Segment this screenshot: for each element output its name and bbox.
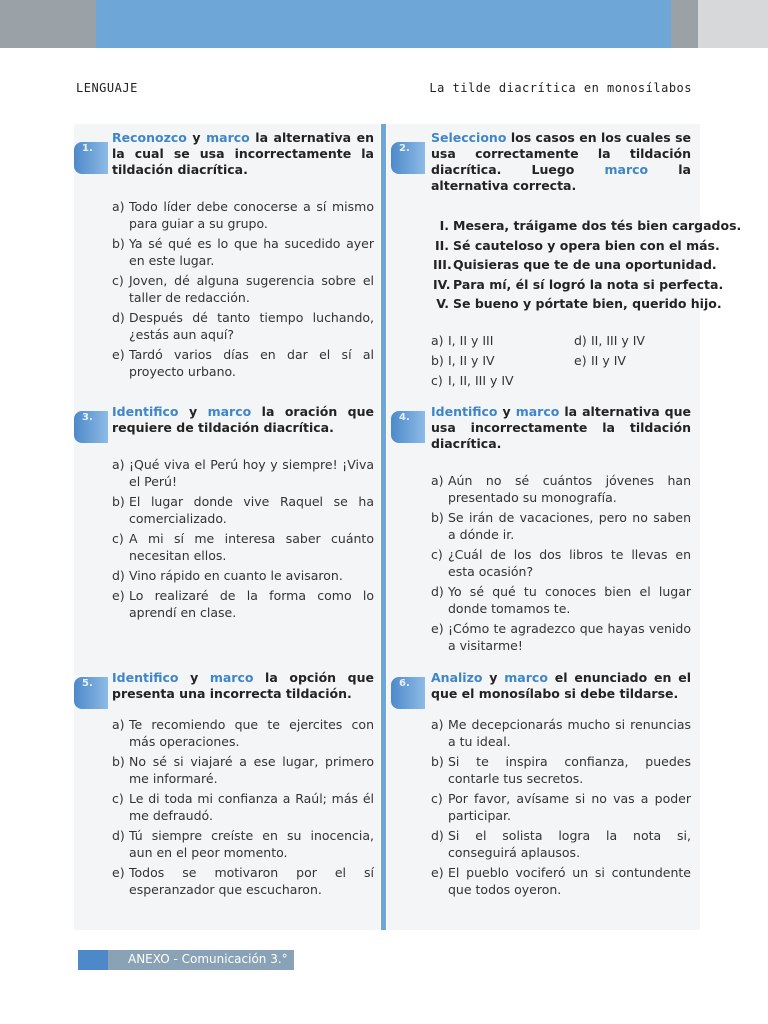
- option-text: Después dé tanto tiempo luchando, ¿estás aun aquí?: [129, 310, 374, 342]
- question-number: 4.: [399, 412, 410, 423]
- option-text: El lugar donde vive Raquel se ha comercializado.: [129, 494, 374, 526]
- option-letter: a): [112, 199, 125, 214]
- stem-text: los casos en los cuales se usa correctamente la tildación diacrítica. Luego: [431, 130, 691, 177]
- option-item[interactable]: [431, 372, 574, 389]
- question-number: 6.: [399, 678, 410, 689]
- option-letter: b): [431, 352, 444, 368]
- stem-text: el enunciado en el que el monosílabo si debe tildarse.: [431, 670, 691, 701]
- stem-text: y: [178, 404, 208, 419]
- option-letter: d): [431, 584, 444, 599]
- question-number: 5.: [82, 678, 93, 689]
- option-item[interactable]: [431, 716, 691, 750]
- option-text: Se irán de vacaciones, pero no saben a dónde ir.: [448, 510, 691, 542]
- question-stem: [431, 404, 691, 452]
- stem-text: y: [497, 404, 516, 419]
- option-text: No sé si viajaré a ese lugar, primero me informaré.: [129, 754, 374, 786]
- option-item[interactable]: [431, 352, 574, 369]
- option-item[interactable]: [112, 456, 374, 490]
- option-text: El pueblo vociferó un si contundente que todos oyeron.: [448, 865, 691, 897]
- question-number-badge: [74, 142, 108, 174]
- option-text: Tardó varios días en dar el sí al proyecto urbano.: [129, 347, 374, 379]
- subject-title: LENGUAJE: [76, 81, 138, 95]
- statement-item: [433, 294, 722, 314]
- stem-text: y: [178, 670, 210, 685]
- option-item[interactable]: [112, 827, 374, 861]
- option-letter: a): [112, 717, 125, 732]
- option-item[interactable]: [431, 472, 691, 506]
- question-number: 3.: [82, 412, 93, 423]
- instruction-keyword: marco: [515, 404, 560, 419]
- stem-text: y: [482, 670, 505, 685]
- statement-item: [433, 216, 742, 236]
- option-text: I, II y IV: [448, 352, 495, 368]
- footer-label: ANEXO - Comunicación 3.°: [128, 952, 288, 966]
- stem-text: la oración que requiere de tildación diacrítica.: [112, 404, 374, 435]
- option-text: ¡Cómo te agradezco que hayas venido a visitarme!: [448, 621, 691, 653]
- column-divider: [381, 124, 386, 930]
- option-letter: c): [112, 791, 124, 806]
- option-text: Vino rápido en cuanto le avisaron.: [129, 568, 343, 583]
- header-band-right: [698, 0, 768, 48]
- options-list: [112, 198, 374, 380]
- option-text: Ya sé qué es lo que ha sucedido ayer en este lugar.: [129, 236, 374, 268]
- option-item[interactable]: [574, 332, 691, 349]
- options-list: [112, 456, 374, 621]
- statement-item: [433, 255, 717, 275]
- option-item[interactable]: [431, 827, 691, 861]
- question-4: [431, 404, 691, 657]
- option-letter: c): [112, 273, 124, 288]
- options-list: [431, 472, 691, 654]
- option-item[interactable]: [431, 620, 691, 654]
- statement-text: Mesera, tráigame dos tés bien cargados.: [453, 218, 742, 233]
- option-letter: d): [112, 828, 125, 843]
- option-item[interactable]: [112, 272, 374, 306]
- option-letter: e): [431, 621, 444, 636]
- statement-text: Sé cauteloso y opera bien con el más.: [453, 237, 720, 253]
- option-item[interactable]: [112, 753, 374, 787]
- option-letter: b): [112, 236, 125, 251]
- option-text: II y IV: [591, 352, 626, 368]
- instruction-keyword: marco: [209, 670, 254, 685]
- question-5: [112, 670, 374, 901]
- question-number: 1.: [82, 143, 93, 154]
- option-item[interactable]: [112, 346, 374, 380]
- stem-text: y: [186, 130, 207, 145]
- question-number-badge: [391, 411, 425, 443]
- option-letter: a): [112, 457, 125, 472]
- question-number-badge: [391, 142, 425, 174]
- option-letter: e): [431, 865, 444, 880]
- instruction-keyword: Identifico: [112, 670, 179, 685]
- question-stem: [431, 130, 691, 194]
- question-number-badge: [74, 677, 108, 709]
- option-item[interactable]: [112, 716, 374, 750]
- instruction-keyword: Analizo: [431, 670, 483, 685]
- option-letter: c): [431, 372, 443, 388]
- question-6: [431, 670, 691, 901]
- options-list: [431, 716, 691, 898]
- option-item[interactable]: [431, 583, 691, 617]
- option-text: Joven, dé alguna sugerencia sobre el taller de redacción.: [129, 273, 374, 305]
- option-letter: a): [431, 473, 444, 488]
- option-text: Aún no sé cuántos jóvenes han presentado su monografía.: [448, 473, 691, 505]
- option-text: Tú siempre creíste en su inocencia, aun en el peor momento.: [129, 828, 374, 860]
- statement-item: [433, 236, 720, 256]
- question-number: 2.: [399, 143, 410, 154]
- option-letter: e): [112, 588, 125, 603]
- option-item[interactable]: [112, 235, 374, 269]
- option-letter: c): [112, 531, 124, 546]
- option-text: Te recomiendo que te ejercites con más operaciones.: [129, 717, 374, 749]
- instruction-keyword: marco: [604, 162, 649, 177]
- header-band-mid: [671, 0, 698, 48]
- header-band-left: [0, 0, 96, 48]
- stem-text: la opción que presenta una incorrecta tildación.: [112, 670, 374, 701]
- option-letter: b): [112, 754, 125, 769]
- option-item[interactable]: [112, 790, 374, 824]
- option-letter: a): [431, 717, 444, 732]
- option-text: Yo sé qué tu conoces bien el lugar donde tomamos te.: [448, 584, 691, 616]
- option-item[interactable]: [112, 309, 374, 343]
- option-item[interactable]: [112, 567, 374, 584]
- statement-numeral: III.: [433, 257, 452, 272]
- option-item[interactable]: [112, 530, 374, 564]
- option-item[interactable]: [431, 790, 691, 824]
- question-stem: [112, 670, 374, 702]
- option-letter: e): [112, 865, 125, 880]
- stem-text: la alternativa correcta.: [431, 162, 691, 193]
- header-band-main: [96, 0, 671, 48]
- topic-title: La tilde diacrítica en monosílabos: [429, 81, 692, 95]
- option-text: Lo realizaré de la forma como lo aprendí en clase.: [129, 588, 374, 620]
- statement-text: Para mí, él sí logró la nota si perfecta.: [453, 276, 724, 292]
- option-letter: b): [112, 494, 125, 509]
- question-number-badge: [74, 411, 108, 443]
- instruction-keyword: marco: [504, 670, 548, 685]
- option-text: Todos se motivaron por el sí esperanzador que escucharon.: [129, 865, 374, 897]
- question-2: [431, 130, 742, 389]
- option-text: Me decepcionarás mucho si renuncias a tu ideal.: [448, 717, 691, 749]
- option-item[interactable]: [112, 587, 374, 621]
- question-number-badge: [391, 677, 425, 709]
- question-1: [112, 130, 374, 383]
- option-letter: a): [431, 332, 444, 348]
- option-text: II, III y IV: [591, 332, 645, 348]
- option-text: I, II y III: [448, 332, 494, 348]
- option-letter: d): [112, 568, 125, 583]
- statements-list: [431, 216, 742, 314]
- statement-numeral: II.: [434, 237, 449, 253]
- option-letter: c): [431, 547, 443, 562]
- option-item[interactable]: [431, 332, 574, 349]
- option-item[interactable]: [431, 546, 691, 580]
- question-stem: [431, 670, 691, 702]
- options-grid: [431, 332, 691, 389]
- option-text: Si te inspira confianza, puedes contarle tus secretos.: [448, 754, 691, 786]
- statement-numeral: V.: [436, 296, 449, 311]
- option-letter: e): [574, 352, 587, 368]
- options-list: [112, 716, 374, 898]
- question-3: [112, 404, 374, 624]
- statement-item: [433, 275, 724, 295]
- statement-text: Se bueno y pórtate bien, querido hijo.: [453, 296, 722, 311]
- option-item[interactable]: [431, 753, 691, 787]
- option-item[interactable]: [431, 509, 691, 543]
- option-item[interactable]: [112, 198, 374, 232]
- option-text: ¿Cuál de los dos libros te llevas en esta ocasión?: [448, 547, 691, 579]
- option-text: Si el solista logra la nota si, conseguirá aplausos.: [448, 828, 691, 860]
- statement-numeral: I.: [439, 218, 449, 233]
- statement-text: Quisieras que te de una oportunidad.: [453, 257, 717, 272]
- option-text: Por favor, avísame si no vas a poder participar.: [448, 791, 691, 823]
- option-item[interactable]: [431, 864, 691, 898]
- option-letter: b): [431, 510, 444, 525]
- stem-text: la alternativa en la cual se usa incorrectamente la tildación diacrítica.: [112, 130, 374, 177]
- question-stem: [112, 404, 374, 436]
- instruction-keyword: Identifico: [431, 404, 498, 419]
- option-letter: e): [112, 347, 125, 362]
- instruction-keyword: Selecciono: [431, 130, 507, 145]
- option-item[interactable]: [112, 864, 374, 898]
- option-text: Le di toda mi confianza a Raúl; más él me defraudó.: [129, 791, 374, 823]
- option-item[interactable]: [574, 352, 691, 369]
- option-letter: c): [431, 791, 443, 806]
- option-letter: d): [574, 332, 587, 348]
- option-letter: d): [112, 310, 125, 325]
- instruction-keyword: marco: [206, 130, 250, 145]
- instruction-keyword: Identifico: [112, 404, 179, 419]
- instruction-keyword: Reconozco: [112, 130, 187, 145]
- question-stem: [112, 130, 374, 178]
- statement-numeral: IV.: [433, 276, 451, 292]
- instruction-keyword: marco: [207, 404, 252, 419]
- option-text: Todo líder debe conocerse a sí mismo para guiar a su grupo.: [129, 199, 374, 231]
- option-text: A mi sí me interesa saber cuánto necesitan ellos.: [129, 531, 374, 563]
- option-letter: b): [431, 754, 444, 769]
- option-item[interactable]: [112, 493, 374, 527]
- stem-text: la alternativa que usa incorrectamente la tildación diacrítica.: [431, 404, 691, 451]
- option-letter: d): [431, 828, 444, 843]
- footer-accent-square: [78, 950, 108, 970]
- option-text: ¡Qué viva el Perú hoy y siempre! ¡Viva el Perú!: [129, 457, 374, 489]
- option-text: I, II, III y IV: [448, 372, 514, 388]
